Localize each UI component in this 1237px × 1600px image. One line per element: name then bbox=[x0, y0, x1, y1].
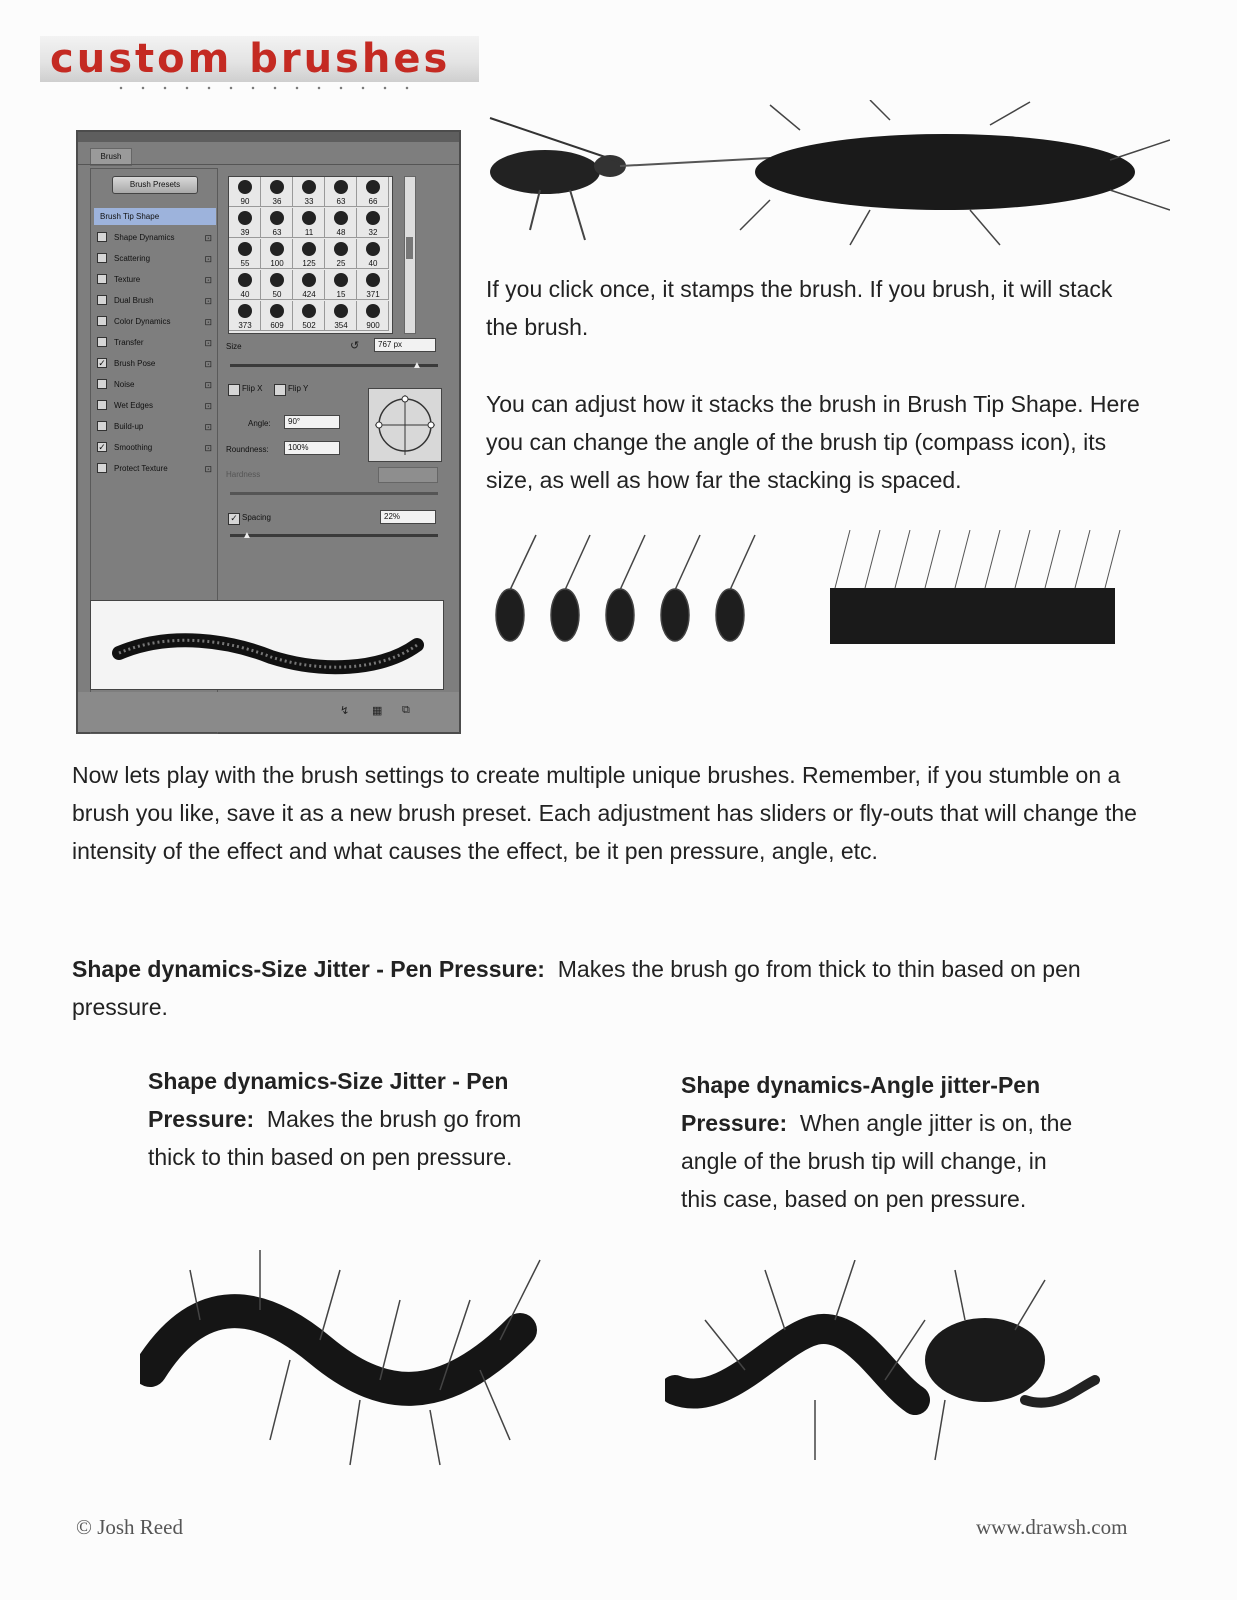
brush-tip-thumbnail bbox=[366, 304, 380, 318]
brush-tip-cell[interactable] bbox=[293, 301, 325, 331]
option-label: Transfer bbox=[114, 338, 144, 347]
brush-tip-size: 15 bbox=[336, 290, 346, 299]
lock-icon[interactable]: ⊡ bbox=[204, 254, 212, 264]
shape-dynamics-text: Makes the brush go from thick to thin based on pen pressure. bbox=[72, 956, 1081, 1020]
right-column-body: When angle jitter is on, the angle of the brush tip will change, in this case, based on pen pressure. bbox=[681, 1110, 1073, 1212]
brush-tip-thumbnail bbox=[302, 273, 316, 287]
brush-tip-thumbnail bbox=[366, 180, 380, 194]
size-jitter-stroke-image bbox=[140, 1240, 560, 1470]
brush-tip-cell[interactable] bbox=[229, 177, 261, 207]
brush-tip-size: 63 bbox=[272, 228, 282, 237]
brush-option[interactable] bbox=[94, 229, 216, 246]
brush-tip-thumbnail bbox=[366, 211, 380, 225]
spacing-comparison-image bbox=[490, 530, 1140, 660]
right-column-text bbox=[681, 1066, 1081, 1218]
option-checkbox[interactable] bbox=[97, 253, 107, 263]
brush-option[interactable] bbox=[94, 439, 216, 456]
brush-tip-cell[interactable] bbox=[325, 239, 357, 269]
brush-tip-cell[interactable] bbox=[357, 239, 389, 269]
left-column-text bbox=[148, 1062, 548, 1176]
size-slider-handle[interactable]: ▲ bbox=[412, 360, 422, 371]
flip-x-label: Flip X bbox=[242, 384, 263, 393]
brush-tip-size: 33 bbox=[304, 197, 314, 206]
brush-tip-cell[interactable] bbox=[261, 301, 293, 331]
brush-tip-size: 11 bbox=[304, 228, 314, 237]
spacing-field[interactable]: 22% bbox=[380, 510, 436, 524]
hardness-label: Hardness bbox=[226, 470, 261, 479]
brush-tip-cell[interactable] bbox=[293, 208, 325, 238]
brush-tip-cell[interactable] bbox=[357, 208, 389, 238]
brush-tip-size: 63 bbox=[336, 197, 346, 206]
option-label: Protect Texture bbox=[114, 464, 168, 473]
brush-tip-thumbnail bbox=[302, 211, 316, 225]
brush-tip-size: 36 bbox=[272, 197, 282, 206]
brush-tip-size: 125 bbox=[302, 259, 316, 268]
scroll-thumb[interactable] bbox=[406, 237, 413, 259]
lock-icon[interactable]: ⊡ bbox=[204, 338, 212, 348]
hardness-field bbox=[378, 467, 438, 483]
shape-dynamics-heading: Shape dynamics-Size Jitter - Pen Pressure: bbox=[72, 956, 545, 982]
brush-tip-cell[interactable] bbox=[261, 239, 293, 269]
option-label: Smoothing bbox=[114, 443, 153, 452]
option-checkbox[interactable] bbox=[97, 421, 107, 431]
brush-tip-thumbnail bbox=[302, 242, 316, 256]
option-checkbox[interactable] bbox=[97, 337, 107, 347]
brush-tip-cell[interactable] bbox=[261, 208, 293, 238]
brush-tip-cell[interactable] bbox=[261, 270, 293, 300]
angle-jitter-stroke-image bbox=[665, 1260, 1125, 1470]
brush-tip-cell[interactable] bbox=[325, 177, 357, 207]
brush-tip-size: 371 bbox=[366, 290, 380, 299]
brush-option[interactable] bbox=[94, 355, 216, 372]
lock-icon[interactable]: ⊡ bbox=[204, 296, 212, 306]
spacing-checkbox[interactable]: ✓ bbox=[228, 513, 240, 525]
brush-tip-size: 39 bbox=[240, 228, 250, 237]
roundness-field[interactable]: 100% bbox=[284, 441, 340, 455]
brush-tip-size: 900 bbox=[366, 321, 380, 330]
brush-tip-cell[interactable] bbox=[325, 208, 357, 238]
brush-tip-thumbnail bbox=[334, 242, 348, 256]
size-slider[interactable] bbox=[230, 364, 438, 367]
brush-tip-size: 40 bbox=[368, 259, 378, 268]
brush-tip-thumbnail bbox=[334, 273, 348, 287]
shape-dynamics-paragraph bbox=[72, 950, 1152, 1026]
new-preset-icon[interactable]: ⧉ bbox=[402, 704, 410, 716]
lock-icon[interactable]: ⊡ bbox=[204, 317, 212, 327]
flip-y-label: Flip Y bbox=[288, 384, 309, 393]
stroke-preview bbox=[90, 600, 444, 690]
brush-tip-size: 424 bbox=[302, 290, 316, 299]
size-label: Size bbox=[226, 342, 242, 351]
lock-icon[interactable]: ⊡ bbox=[204, 233, 212, 243]
brush-tip-size: 50 bbox=[272, 290, 282, 299]
option-checkbox[interactable] bbox=[97, 274, 107, 284]
brush-tip-cell[interactable] bbox=[229, 208, 261, 238]
brush-tip-size: 32 bbox=[368, 228, 378, 237]
option-label: Brush Pose bbox=[114, 359, 156, 368]
brush-option[interactable] bbox=[94, 271, 216, 288]
compass-graphic bbox=[369, 389, 441, 461]
brush-tip-grid bbox=[228, 176, 393, 334]
right-column-heading: Shape dynamics-Angle jitter-Pen Pressure: bbox=[681, 1072, 1041, 1136]
brush-tip-cell[interactable] bbox=[229, 239, 261, 269]
option-checkbox[interactable] bbox=[97, 295, 107, 305]
brush-tip-thumbnail bbox=[238, 242, 252, 256]
header-banner bbox=[40, 36, 479, 82]
lock-icon[interactable]: ⊡ bbox=[204, 275, 212, 285]
option-checkbox[interactable]: ✓ bbox=[98, 358, 106, 368]
brush-tip-cell[interactable] bbox=[357, 270, 389, 300]
option-checkbox[interactable] bbox=[97, 379, 107, 389]
lock-icon[interactable]: ⊡ bbox=[204, 464, 212, 474]
left-column-body: Makes the brush go from thick to thin based on pen pressure. bbox=[148, 1106, 522, 1170]
brush-tip-size: 354 bbox=[334, 321, 348, 330]
brush-option[interactable] bbox=[94, 313, 216, 330]
left-column-heading: Shape dynamics-Size Jitter - Pen Pressure: bbox=[148, 1068, 509, 1132]
option-label: Shape Dynamics bbox=[114, 233, 175, 242]
brush-option[interactable] bbox=[94, 460, 216, 477]
option-label: Scattering bbox=[114, 254, 151, 263]
brush-tip-size: 40 bbox=[240, 290, 250, 299]
brush-option[interactable] bbox=[94, 397, 216, 414]
brush-tip-thumbnail bbox=[238, 180, 252, 194]
option-label: Wet Edges bbox=[114, 401, 153, 410]
angle-field[interactable]: 90° bbox=[284, 415, 340, 429]
spacing-label: Spacing bbox=[242, 513, 271, 522]
brush-tip-cell[interactable] bbox=[325, 301, 357, 331]
header-divider bbox=[110, 86, 410, 90]
brush-tip-size: 55 bbox=[240, 259, 250, 268]
option-checkbox[interactable] bbox=[97, 463, 107, 473]
angle-label: Angle: bbox=[248, 419, 271, 428]
brush-tip-cell[interactable] bbox=[229, 270, 261, 300]
brush-panel bbox=[76, 130, 461, 734]
toggle-icon[interactable]: ↯ bbox=[340, 705, 350, 717]
compass-icon[interactable] bbox=[368, 388, 442, 462]
brush-option[interactable] bbox=[94, 292, 216, 309]
brush-tip-cell[interactable] bbox=[293, 177, 325, 207]
brush-tip-size: 373 bbox=[238, 321, 252, 330]
brush-tip-cell[interactable] bbox=[229, 301, 261, 331]
brush-tip-size: 66 bbox=[368, 197, 378, 206]
intro-paragraph-2: You can adjust how it stacks the brush in Brush Tip Shape. Here you can change the angle of the brush tip (compass icon), its size, as well as how far the stacking is spaced. bbox=[486, 391, 1140, 493]
lock-icon[interactable]: ⊡ bbox=[204, 443, 212, 453]
brush-tip-thumbnail bbox=[302, 180, 316, 194]
option-label: Noise bbox=[114, 380, 135, 389]
brush-tip-thumbnail bbox=[238, 304, 252, 318]
tab-brush[interactable]: Brush bbox=[90, 148, 132, 166]
brush-tip-thumbnail bbox=[366, 273, 380, 287]
option-checkbox[interactable] bbox=[97, 232, 107, 242]
option-label: Brush Tip Shape bbox=[100, 212, 160, 221]
brush-tip-thumbnail bbox=[366, 242, 380, 256]
brush-tip-size: 609 bbox=[270, 321, 284, 330]
beetle-stamp-image bbox=[470, 100, 1170, 250]
brush-tip-thumbnail bbox=[334, 211, 348, 225]
intro-paragraph-1: If you click once, it stamps the brush. If you brush, it will stack the brush. bbox=[486, 276, 1113, 340]
brush-tip-size: 100 bbox=[270, 259, 284, 268]
brush-option[interactable] bbox=[94, 250, 216, 267]
brush-tip-thumbnail bbox=[238, 273, 252, 287]
brush-tip-thumbnail bbox=[334, 304, 348, 318]
brush-tip-thumbnail bbox=[270, 273, 284, 287]
option-label: Color Dynamics bbox=[114, 317, 171, 326]
page-title: custom brushes bbox=[50, 36, 451, 82]
brush-tip-thumbnail bbox=[270, 304, 284, 318]
brush-tip-cell[interactable] bbox=[293, 270, 325, 300]
lock-icon[interactable]: ⊡ bbox=[204, 359, 212, 369]
option-label: Texture bbox=[114, 275, 141, 284]
spacing-slider[interactable] bbox=[230, 534, 438, 537]
brush-tip-cell[interactable] bbox=[357, 301, 389, 331]
copyright: © Josh Reed bbox=[76, 1515, 183, 1539]
brush-tip-thumbnail bbox=[302, 304, 316, 318]
website-link[interactable]: www.drawsh.com bbox=[976, 1515, 1128, 1539]
main-paragraph: Now lets play with the brush settings to create multiple unique brushes. Remember, if you stumble on a brush you like, save it as a new brush preset. Each adjustment has sliders or fly-outs that will change the intensity of the effect and what causes the effect, be it pen pressure, angle, etc. bbox=[72, 762, 1137, 864]
brush-tip-thumbnail bbox=[238, 211, 252, 225]
brush-tip-thumbnail bbox=[270, 242, 284, 256]
brush-tip-cell[interactable] bbox=[325, 270, 357, 300]
brush-tip-size: 48 bbox=[336, 228, 346, 237]
brush-tip-size: 25 bbox=[336, 259, 346, 268]
lock-icon[interactable]: ⊡ bbox=[204, 401, 212, 411]
brush-option[interactable] bbox=[94, 418, 216, 435]
option-checkbox[interactable] bbox=[97, 316, 107, 326]
size-field[interactable]: 767 px bbox=[374, 338, 436, 352]
option-checkbox[interactable] bbox=[97, 400, 107, 410]
lock-icon[interactable]: ⊡ bbox=[204, 422, 212, 432]
reset-size-icon[interactable]: ↺ bbox=[350, 340, 360, 352]
lock-icon[interactable]: ⊡ bbox=[204, 380, 212, 390]
brush-tip-cell[interactable] bbox=[261, 177, 293, 207]
grid-icon[interactable]: ▦ bbox=[372, 705, 383, 717]
brush-tip-cell[interactable] bbox=[293, 239, 325, 269]
roundness-label: Roundness: bbox=[226, 445, 269, 454]
brush-tip-size: 90 bbox=[240, 197, 250, 206]
brush-tip-size: 502 bbox=[302, 321, 316, 330]
brush-tip-thumbnail bbox=[270, 180, 284, 194]
brush-option[interactable] bbox=[94, 334, 216, 351]
option-label: Dual Brush bbox=[114, 296, 154, 305]
brush-tip-thumbnail bbox=[334, 180, 348, 194]
option-label: Build-up bbox=[114, 422, 144, 431]
spacing-slider-handle[interactable]: ▲ bbox=[242, 530, 252, 541]
brush-presets-button[interactable]: Brush Presets bbox=[112, 176, 198, 194]
panel-footer bbox=[78, 692, 459, 732]
tab-divider bbox=[78, 164, 459, 165]
hardness-slider bbox=[230, 492, 438, 495]
flip-x-checkbox[interactable] bbox=[228, 384, 240, 396]
brush-option[interactable] bbox=[94, 376, 216, 393]
grid-scrollbar[interactable] bbox=[404, 176, 416, 334]
brush-tip-cell[interactable] bbox=[357, 177, 389, 207]
stroke-preview-graphic bbox=[91, 601, 443, 689]
brush-tip-thumbnail bbox=[270, 211, 284, 225]
panel-titlebar[interactable] bbox=[78, 132, 459, 142]
brush-option[interactable] bbox=[94, 208, 216, 225]
flip-y-checkbox[interactable] bbox=[274, 384, 286, 396]
option-checkbox[interactable]: ✓ bbox=[98, 442, 106, 452]
